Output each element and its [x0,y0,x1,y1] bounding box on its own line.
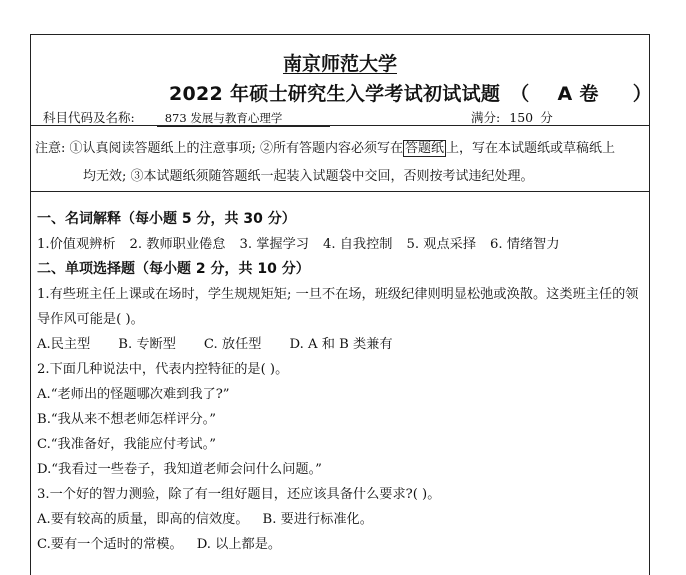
q3-option-b: B. 要进行标准化。 [262,512,373,527]
subject-label: 科目代码及名称: [43,110,135,125]
exam-title [169,79,652,106]
notice-block [35,135,645,191]
q1-option-c: C. 放任型 [203,337,262,352]
question-3-options-row-2 [37,532,649,557]
section-1-title: 一、名词解释（每小题 5 分，共 30 分） [37,211,296,227]
paper-version: A 卷 [557,83,599,105]
notice-boxed-text: 答题纸 [405,141,445,156]
question-2-stem: 2.下面几种说法中，代表内控特征的是( )。 [37,362,289,377]
q2-option-c: C.“我准备好，我能应付考试。” [37,437,216,452]
section-1-terms [37,232,649,257]
notice-text-1: 注意: ①认真阅读答题纸上的注意事项; ②所有答题内容必须写在 [35,141,404,156]
term-3: 3. 掌握学习 [239,237,309,252]
q2-option-a: A.“老师出的怪题哪次难到我了?” [37,387,230,402]
question-1-options [37,332,649,357]
notice-line-1 [35,135,645,163]
q1-option-d: D. A 和 B 类兼有 [289,337,393,352]
section-2-title: 二、单项选择题（每小题 2 分，共 10 分） [37,261,310,277]
divider-bottom [31,191,649,192]
notice-text-2: 上，写在本试题纸或草稿纸上 [446,141,616,156]
question-1-stem: 1.有些班主任上课或在场时，学生规规矩矩; 一旦不在场，班级纪律则明显松弛或涣散。这类班主任的领导作风可能是( )。 [37,287,639,327]
q2-option-b: B.“我从来不想老师怎样评分。” [37,412,217,427]
q3-option-d: D. 以上都是。 [196,537,282,552]
score-value: 150 [502,110,540,126]
score-row [471,108,553,126]
notice-line-2: 均无效; ③本试题纸须随答题纸一起装入试题袋中交回，否则按考试违纪处理。 [83,169,534,184]
term-1: 1.价值观辨析 [37,237,116,252]
subject-value: 873 发展与教育心理学 [157,110,330,127]
score-unit: 分 [540,110,553,125]
term-6: 6. 情绪智力 [490,237,560,252]
exam-paper-frame [30,34,653,575]
term-5: 5. 观点采择 [406,237,477,252]
exam-title-text: 2022 年硕士研究生入学考试初试试题 [169,83,501,105]
q1-option-b: B. 专断型 [118,337,176,352]
exam-content [37,207,649,557]
question-3-options-row-1 [37,507,649,532]
divider-top [31,125,649,126]
q3-option-c: C.要有一个适时的常模。 [37,537,183,552]
q3-option-a: A.要有较高的质量，即高的信效度。 [37,512,249,527]
university-name: 南京师范大学 [282,53,397,75]
q2-option-d: D.“我看过一些卷子，我知道老师会问什么问题。” [37,462,322,477]
term-4: 4. 自我控制 [322,237,393,252]
score-label: 满分: [471,110,501,125]
paper-paren-open: （ [510,83,530,105]
question-3-stem: 3.一个好的智力测验，除了有一组好题目，还应该具备什么要求?( )。 [37,487,441,502]
term-2: 2. 教师职业倦怠 [129,237,226,252]
paper-paren-close: ） [632,83,653,105]
q1-option-a: A.民主型 [37,337,91,352]
